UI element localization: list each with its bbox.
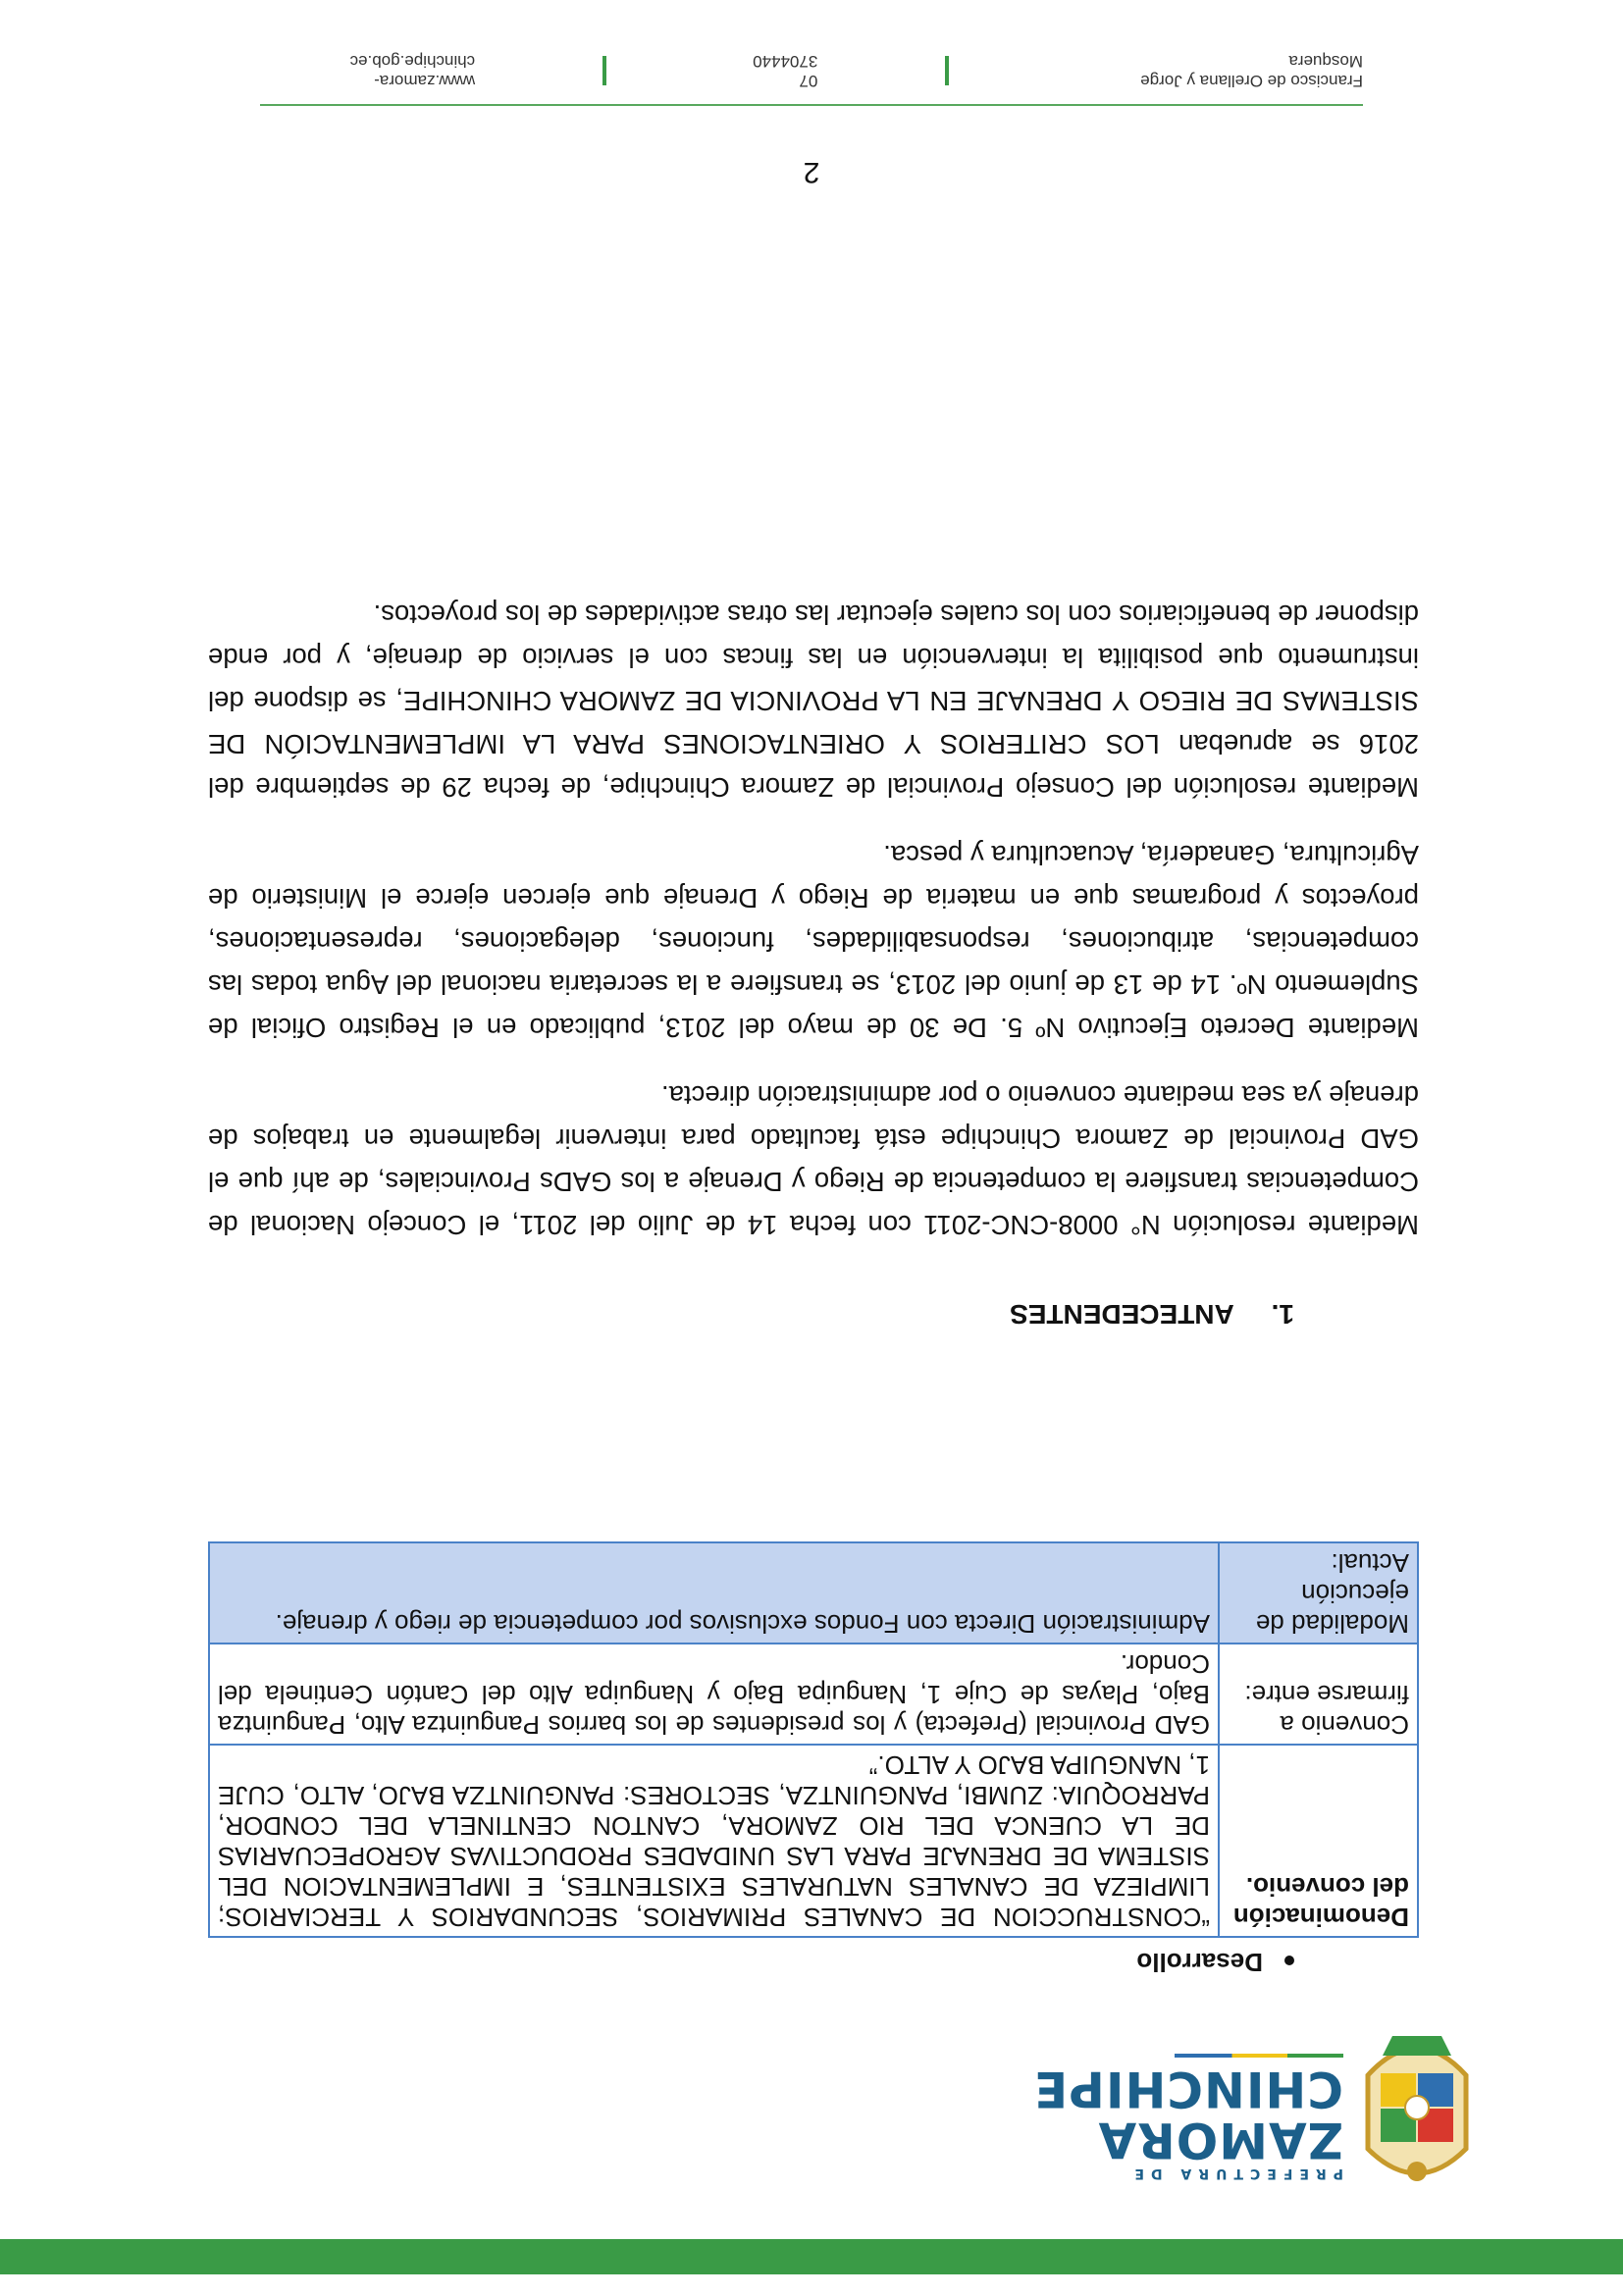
- heading-number: 1.: [1271, 1299, 1294, 1330]
- prefectura-logo: [882, 2016, 1481, 2203]
- paragraph: Mediante Decreto Ejecutivo Nº 5. De 30 de mayo del 2013, publicado en el Registro Oficial de Suplemento Nº. 14 de 13 de junio del 2013, se transfiere a la secretaria nacional del Agua todas las competencias, atribuciones, responsabilidades, funciones, delegaciones, representaciones, proyectos y programas que en materia de Riego y Drenaje que ejercen ejerce el Ministerio de Agricultura, Ganadería, Acuacultura y pesca.: [208, 840, 1419, 1043]
- table-label: Denominación del convenio.: [1219, 1745, 1418, 1937]
- table-value: Administración Directa con Fondos exclusivos por competencia de riego y drenaje.: [209, 1542, 1219, 1644]
- brand-block: [1033, 2054, 1343, 2181]
- footer-separator: [602, 56, 606, 85]
- table-value: GAD Provincial (Prefecta) y los presidentes de los barrios Panguintza Alto, Panguintza Bajo, Playas de Cuje 1, Nanguipa Bajo y Nanguipa Alto del Cantón Centinela del Condor.: [209, 1644, 1219, 1745]
- agreement-table: [208, 1541, 1419, 1938]
- brand-name-line2: CHINCHIPE: [1033, 2061, 1343, 2117]
- section-title-text: Desarrollo: [1136, 1948, 1263, 1977]
- table-row: [209, 1644, 1418, 1745]
- table-row: [209, 1542, 1418, 1644]
- footer: [260, 51, 1363, 106]
- table-label: Modalidad de ejecución Actual:: [1219, 1542, 1418, 1644]
- brand-name-line1: ZAMORA: [1097, 2112, 1343, 2168]
- table-label: Convenio a firmarse entre:: [1219, 1644, 1418, 1745]
- provincial-crest-icon: [1353, 2016, 1481, 2203]
- heading-text: ANTECEDENTES: [1010, 1299, 1234, 1330]
- table-row: [209, 1745, 1418, 1937]
- top-green-bar: [0, 2239, 1623, 2274]
- footer-website: www.zamora-chinchipe.gob.ec: [349, 52, 476, 90]
- paragraph: Mediante resolución N° 0008-CNC-2011 con fecha 14 de Julio del 2011, el Concejo Nacional de Competencias transfiere la competencia de Riego y Drenaje a los GADs Provinciales, de ahí que el GAD Provincial de Zamora Chinchipe está facultado para intervenir legalmente en trabajos de drenaje ya sea mediante convenio o por administración directa.: [208, 1080, 1419, 1240]
- page-number: 2: [803, 156, 820, 188]
- footer-separator: [945, 56, 949, 85]
- brand-color-line: [1175, 2054, 1343, 2058]
- brand-prefix: PREFECTURA DE: [1127, 2166, 1343, 2181]
- table-value: “CONSTRUCCION DE CANALES PRIMARIOS, SECUNDARIOS Y TERCIARIOS; LIMPIEZA DE CANALES NATURALES EXISTENTES, E IMPLEMENTACION DEL SISTEMA DE DRENAJE PARA LAS UNIDADES PRODUCTIVAS AGROPECUARIAS DE LA CUENCA DEL RIO ZAMORA, CANTON CENTINELA DEL CONDOR, PARROQUIA: ZUMBI, PANGUINTZA, SECTORES: PANGUINTZA BAJO, ALTO, CUJE 1, NANGUIPA BAJO Y ALTO.”: [209, 1745, 1219, 1937]
- footer-phone: 07 3704440: [753, 52, 818, 90]
- footer-address: Francisco de Orellana y Jorge Mosquera: [1140, 52, 1363, 90]
- section-heading: [1010, 1298, 1294, 1330]
- paragraph: Mediante resolución del Consejo Provincial de Zamora Chinchipe, de fecha 29 de septiembre del 2016 se aprueban LOS CRITERIOS Y ORIENTACIONES PARA LA IMPLEMENTACIÓN DE SISTEMAS DE RIEGO Y DRENAJE EN LA PROVINCIA DE ZAMORA CHINCHIPE, se dispone del instrumento que posibilita la intervención en las fincas con el servicio de drenaje, y por ende disponer de beneficiarios con los cuales ejecutar las otras actividades de los proyectos.: [208, 600, 1419, 803]
- bullet-icon: [1284, 1956, 1294, 1965]
- body-text: [208, 568, 1419, 1246]
- section-title: [1136, 1947, 1294, 1977]
